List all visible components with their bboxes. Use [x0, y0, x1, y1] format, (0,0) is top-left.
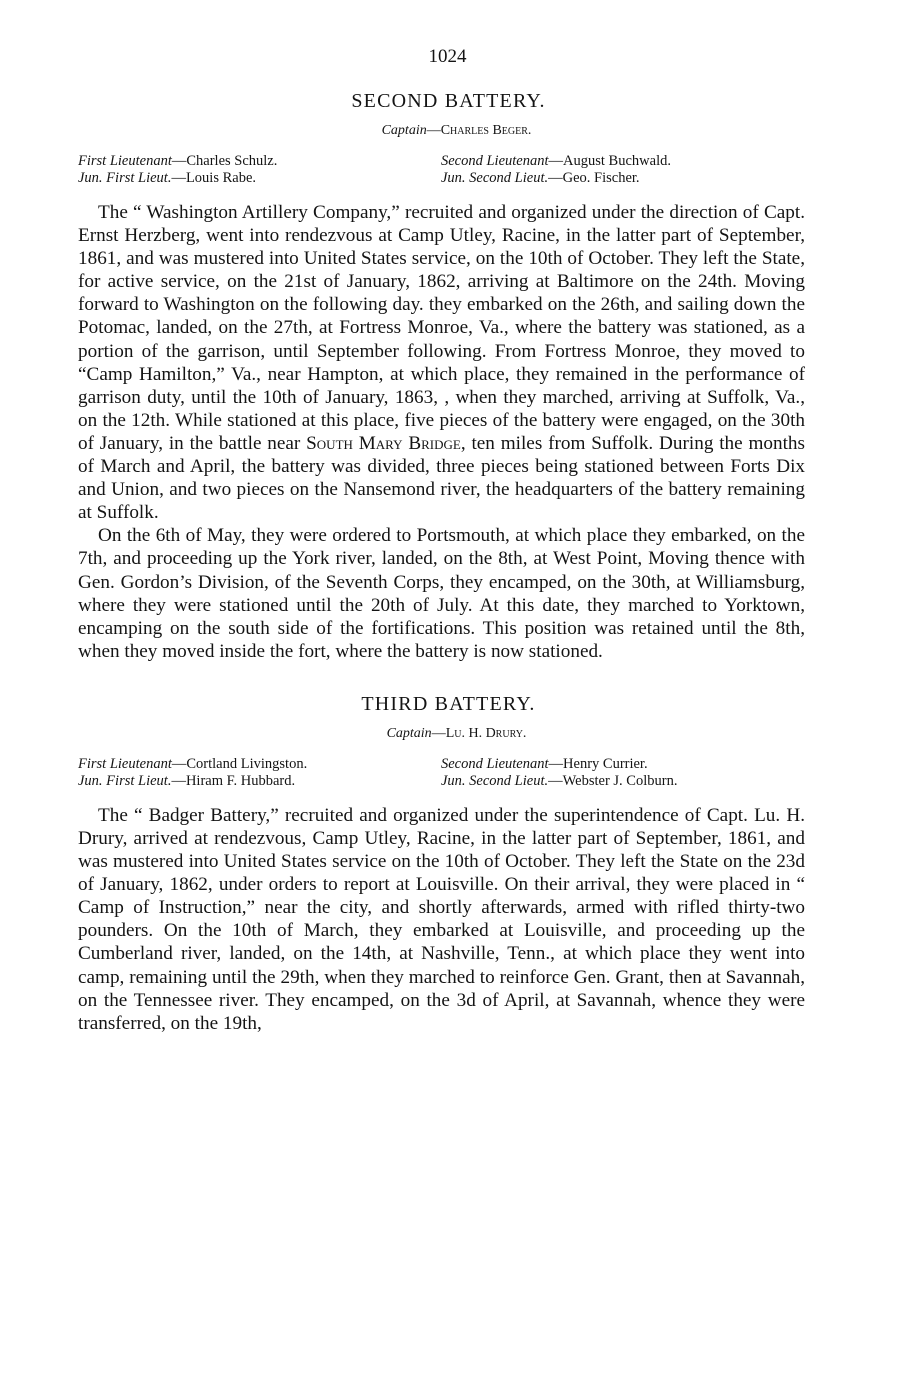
section-second-battery	[78, 90, 805, 663]
officer-role: Jun. Second Lieut.	[441, 170, 549, 186]
place-name: South Mary Bridge	[306, 432, 461, 454]
officer: Jun. First Lieut.—Louis Rabe.	[78, 170, 257, 186]
officer: Second Lieutenant—August Buchwald.	[441, 153, 671, 169]
officer-role: Jun. First Lieut.	[78, 772, 172, 789]
officer: Jun. Second Lieut.—Geo. Fischer.	[441, 170, 640, 186]
section-title: THIRD BATTERY.	[361, 692, 536, 715]
paragraph-text: The “ Badger Battery,” recruited and organized under the superintendence of Capt. Lu. H. Drury, arrived at rendezvous, Camp Utley, Racine, in the latter part of September, 1861, and was mustered into United States service on the 10th of October. They left the State on the 23d of January, 1862, under orders to report at Louisville. On their arrival, they were placed in “ Camp of Instruction,” near the city, and shortly afterwards, armed with rifled thirty-two pounders. On the 10th of March, they embarked at Louisville, and proceeding up the Cumberland river, landed, on the 14th, at Nashville, Tenn., at which place they went into camp, remaining until the 29th, when they marched to reinforce Gen. Grant, then at Savannah, on the Tennessee river. They encamped, on the 3d of April, at Savannah, whence they were transferred, on the 19th,	[78, 804, 805, 1034]
body-paragraph	[78, 804, 805, 1035]
paragraph-text: , ten miles from Suffolk. During the months of March and April, the battery was divided, three pieces being stationed between Forts Dix and Union, and two pieces on the Nansemond river, the headquarters of the battery remaining at Suffolk.	[78, 432, 805, 524]
paragraph-text: The “ Washington Artillery Company,” recruited and organized under the direction of Capt. Ernst Herzberg, went into rendezvous at Camp Utley, Racine, in the latter part of September, 1861, and was mustered into United States service, on the 10th of October. They left the State, for active service, on the 21st of January, 1862, arriving at Baltimore on the 24th. Moving forward to Washington on the following day. they embarked on the 26th, and sailing down the Potomac, landed, on the 27th, at Fortress Monroe, Va., where the battery was stationed, as a portion of the garrison, until September following. From Fortress Monroe, they moved to “Camp Hamilton,” Va., near Hampton, at which place, they remained in the performance of garrison duty, until the 10th of January, 1863, , when they marched, arriving at Suffolk, Va., on the 12th. While stationed at this place, five pieces of the battery were engaged, on the 30th of January, in the battle near	[78, 202, 805, 454]
captain-name: Charles Beger.	[440, 123, 532, 138]
officer: First Lieutenant—Cortland Livingston.	[78, 755, 308, 772]
officer-role: Second Lieutenant	[441, 153, 549, 169]
officer-name: Webster J. Colburn.	[562, 772, 678, 789]
officer-role: Second Lieutenant	[441, 755, 549, 772]
section-title: SECOND BATTERY.	[351, 90, 546, 112]
officers-list	[78, 153, 805, 187]
officer: First Lieutenant—Charles Schulz.	[78, 153, 278, 169]
body-paragraph	[78, 201, 805, 524]
page	[78, 46, 805, 1035]
officers-list	[78, 756, 805, 790]
officer: Jun. First Lieut.—Hiram F. Hubbard.	[78, 772, 296, 789]
captain-line: Captain—Charles Beger.	[381, 123, 532, 138]
officer-role: Jun. Second Lieut.	[441, 772, 549, 789]
officer: Jun. Second Lieut.—Webster J. Colburn.	[441, 772, 678, 789]
officer-role: First Lieutenant	[78, 153, 172, 169]
section-third-battery	[78, 693, 805, 1035]
officer-name: Louis Rabe.	[185, 170, 257, 186]
officer-name: August Buchwald.	[563, 153, 671, 169]
page-number: 1024	[428, 46, 467, 67]
officer-name: Charles Schulz.	[186, 153, 278, 169]
officer-name: Geo. Fischer.	[562, 170, 640, 186]
body-paragraph	[78, 524, 805, 663]
officer-role: Jun. First Lieut.	[78, 170, 172, 186]
officer-role: First Lieutenant	[78, 755, 172, 772]
officer: Second Lieutenant—Henry Currier.	[441, 755, 648, 772]
captain-role: Captain	[381, 123, 427, 138]
captain-line: Captain—Lu. H. Drury.	[386, 725, 527, 741]
paragraph-text: On the 6th of May, they were ordered to Portsmouth, at which place they embarked, on the 7th, and proceeding up the York river, landed, on the 8th, at West Point, Moving thence with Gen. Gordon’s Division, of the Seventh Corps, they encamped, on the 30th, at Williamsburg, where they were stationed until the 20th of July. At this date, they marched to Yorktown, encamping on the south side of the fortifications. This position was retained until the 8th, when they moved inside the fort, where the battery is now stationed.	[78, 525, 805, 662]
officer-name: Cortland Livingston.	[186, 755, 308, 772]
officer-name: Hiram F. Hubbard.	[185, 772, 296, 789]
captain-name: Lu. H. Drury.	[445, 725, 527, 741]
officer-name: Henry Currier.	[563, 755, 648, 772]
captain-role: Captain	[386, 725, 432, 741]
